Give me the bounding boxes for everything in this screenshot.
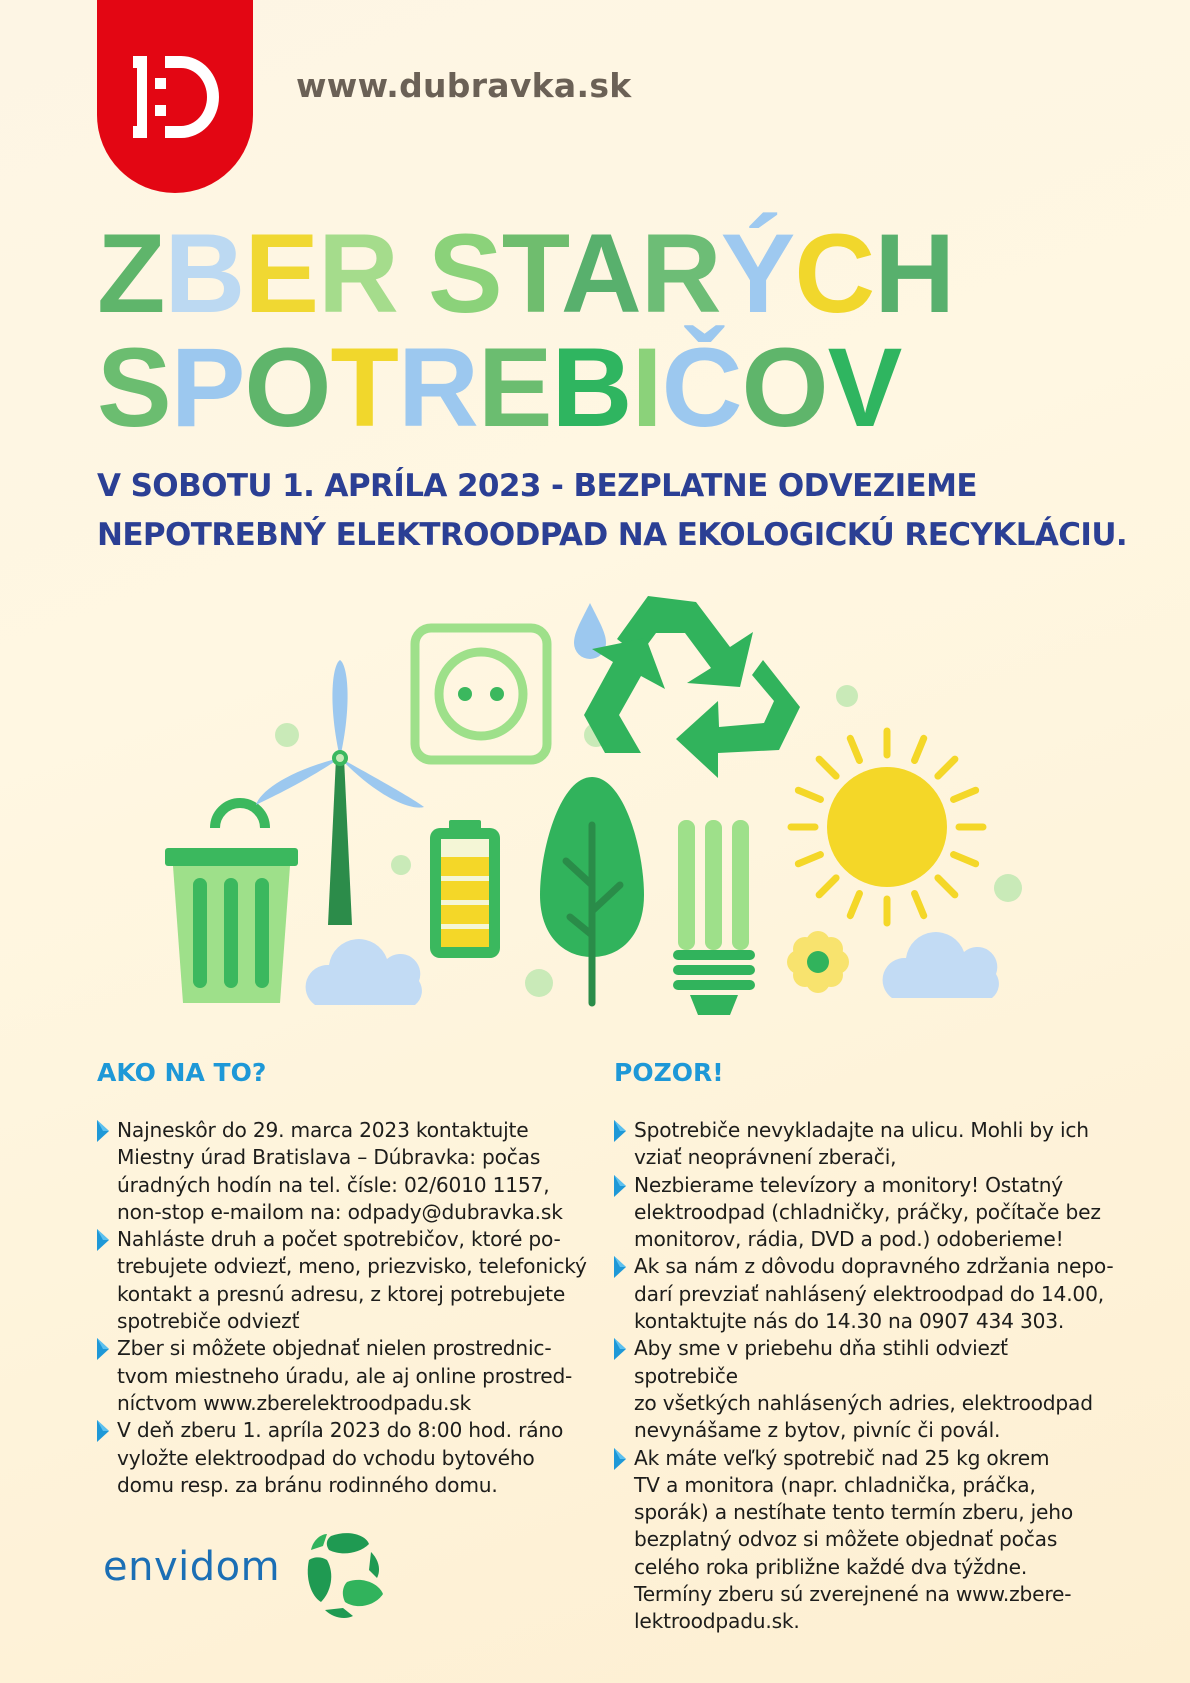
title-letter: E (477, 325, 552, 450)
bullet-arrow-icon (614, 1175, 626, 1197)
title-letter: S (428, 211, 502, 336)
bullet-arrow-icon (97, 1229, 109, 1251)
decor-dot (994, 874, 1022, 902)
list-item (614, 1117, 1114, 1172)
list-item (614, 1445, 1114, 1636)
list-item (97, 1226, 597, 1335)
dubravka-logo[interactable] (97, 0, 253, 193)
sun-ray (798, 790, 820, 799)
how-to-list (97, 1117, 597, 1499)
cloud-icon (883, 932, 999, 998)
decor-dot (525, 969, 553, 997)
title-letter: Č (661, 325, 742, 450)
title-letter: O (244, 325, 331, 450)
title-letter: P (170, 325, 245, 450)
list-item-text: Aby sme v priebehu dňa stihli odviezť spotrebiče zo všetkých nahlásených adries, elektroodpad nevynášame z bytov, pivníc či povál. (634, 1336, 1093, 1443)
light-bulb-icon (673, 820, 755, 1015)
title-letter: A (560, 211, 641, 336)
sun-ray (915, 738, 924, 760)
list-item-text: Nahláste druh a počet spotrebičov, ktoré po- trebujete odviezť, meno, priezvisko, telefonický kontakt a presnú adresu, z ktorej potrebujete spotrebiče odviezť (117, 1227, 587, 1334)
list-item (614, 1172, 1114, 1254)
title-letter: R (318, 211, 398, 336)
cloud-icon (306, 939, 422, 1005)
title-letter: R (397, 325, 478, 450)
title-letter: T (330, 325, 398, 450)
warning-list (614, 1117, 1114, 1636)
list-item-text: Zber si môžete objednať nielen prostrednic- tvom miestneho úradu, ale aj online prostred- níctvom www.zberelektroodpadu.sk (117, 1336, 573, 1415)
warning-heading: POZOR! (614, 1058, 724, 1087)
envidom-leaves-icon (303, 1530, 385, 1620)
title-letter: H (874, 211, 955, 336)
list-item (97, 1417, 597, 1499)
warning-section (614, 1058, 1114, 1636)
title-letter (398, 211, 428, 336)
bullet-arrow-icon (614, 1448, 626, 1470)
decor-dot (275, 723, 299, 747)
tree-icon (540, 777, 644, 1003)
bullet-arrow-icon (614, 1256, 626, 1278)
sun-ray (819, 759, 836, 776)
sun-ray (819, 878, 836, 895)
bullet-arrow-icon (97, 1420, 109, 1442)
title-letter: R (640, 211, 721, 336)
envidom-brand: envidom (103, 1544, 281, 1590)
power-socket-icon (415, 628, 547, 760)
list-item (97, 1335, 597, 1417)
sun-ray (954, 855, 976, 864)
title-letter: S (97, 325, 171, 450)
list-item-text: Ak máte veľký spotrebič nad 25 kg okrem TV a monitora (napr. chladnička, práčka, sporák) a nestíhate tento termín zberu, jeho bezplatný odvoz si môžete objednať počas celého roka približne každé dva týždne. Termíny zberu sú zverejnené na www.zbere- lektroodpadu.sk. (634, 1445, 1074, 1634)
sun-ray (850, 738, 859, 760)
title-letter: I (631, 325, 662, 450)
list-item-text: Ak sa nám z dôvodu dopravného zdržania nepo- darí prevziať nahlásený elektroodpad do 14.00, kontaktujte nás do 14.30 na 0907 434 303. (634, 1254, 1114, 1334)
eco-illustration (160, 595, 1030, 1015)
title-letter: T (501, 211, 561, 336)
decor-dot (836, 685, 858, 707)
page-title (97, 211, 955, 450)
list-item-text: Spotrebiče nevykladajte na ulicu. Mohli by ich vziať neoprávnení zberači, (634, 1118, 1089, 1170)
dubravka-logo-icon (131, 52, 221, 142)
title-letter: Ý (720, 211, 795, 336)
bullet-arrow-icon (97, 1120, 109, 1142)
list-item-text: Nezbierame televízory a monitory! Ostatný elektroodpad (chladničky, práčky, počítače bez monitorov, rádia, DVD a pod.) odoberieme! (634, 1172, 1101, 1252)
sun-ray (798, 855, 820, 864)
title-line-2 (97, 325, 954, 450)
subtitle-line-1: V SOBOTU 1. APRÍLA 2023 - BEZPLATNE ODVEZIEME (97, 468, 977, 504)
bullet-arrow-icon (97, 1338, 109, 1360)
sun-ray (915, 894, 924, 916)
sun-icon (791, 731, 983, 923)
title-letter: B (164, 211, 245, 336)
sun-ray (850, 894, 859, 916)
list-item-text: Najneskôr do 29. marca 2023 kontaktujte Miestny úrad Bratislava – Dúbravka: počas úradných hodín na tel. čísle: 02/6010 1157, non-stop e-mailom na: odpady@dubravka.sk (117, 1118, 563, 1224)
title-letter: O (741, 325, 828, 450)
battery-icon (430, 820, 500, 958)
sun-ray (954, 790, 976, 799)
title-letter: V (827, 325, 902, 450)
list-item-text: V deň zberu 1. apríla 2023 do 8:00 hod. ráno vyložte elektroodpad do vchodu bytového domu resp. za bránu rodinného domu. (117, 1418, 564, 1497)
list-item (97, 1117, 597, 1226)
sun-ray (938, 878, 955, 895)
bullet-arrow-icon (614, 1338, 626, 1360)
recycle-icon (584, 596, 800, 778)
list-item (614, 1335, 1114, 1444)
title-letter: Z (97, 211, 165, 336)
how-to-section (97, 1058, 597, 1499)
decor-dot (391, 855, 411, 875)
subtitle-line-2: NEPOTREBNÝ ELEKTROODPAD NA EKOLOGICKÚ RECYKLÁCIU. (97, 517, 1128, 553)
title-line-1 (97, 211, 955, 336)
list-item (614, 1253, 1114, 1335)
title-letter: E (244, 211, 319, 336)
how-to-heading: AKO NA TO? (97, 1058, 267, 1087)
trash-bin-icon (165, 803, 298, 1003)
bullet-arrow-icon (614, 1120, 626, 1142)
title-letter: B (551, 325, 632, 450)
subtitle (97, 462, 1157, 560)
title-letter: C (794, 211, 875, 336)
site-url[interactable]: www.dubravka.sk (296, 66, 632, 105)
flower-icon (787, 931, 849, 993)
sun-ray (938, 759, 955, 776)
